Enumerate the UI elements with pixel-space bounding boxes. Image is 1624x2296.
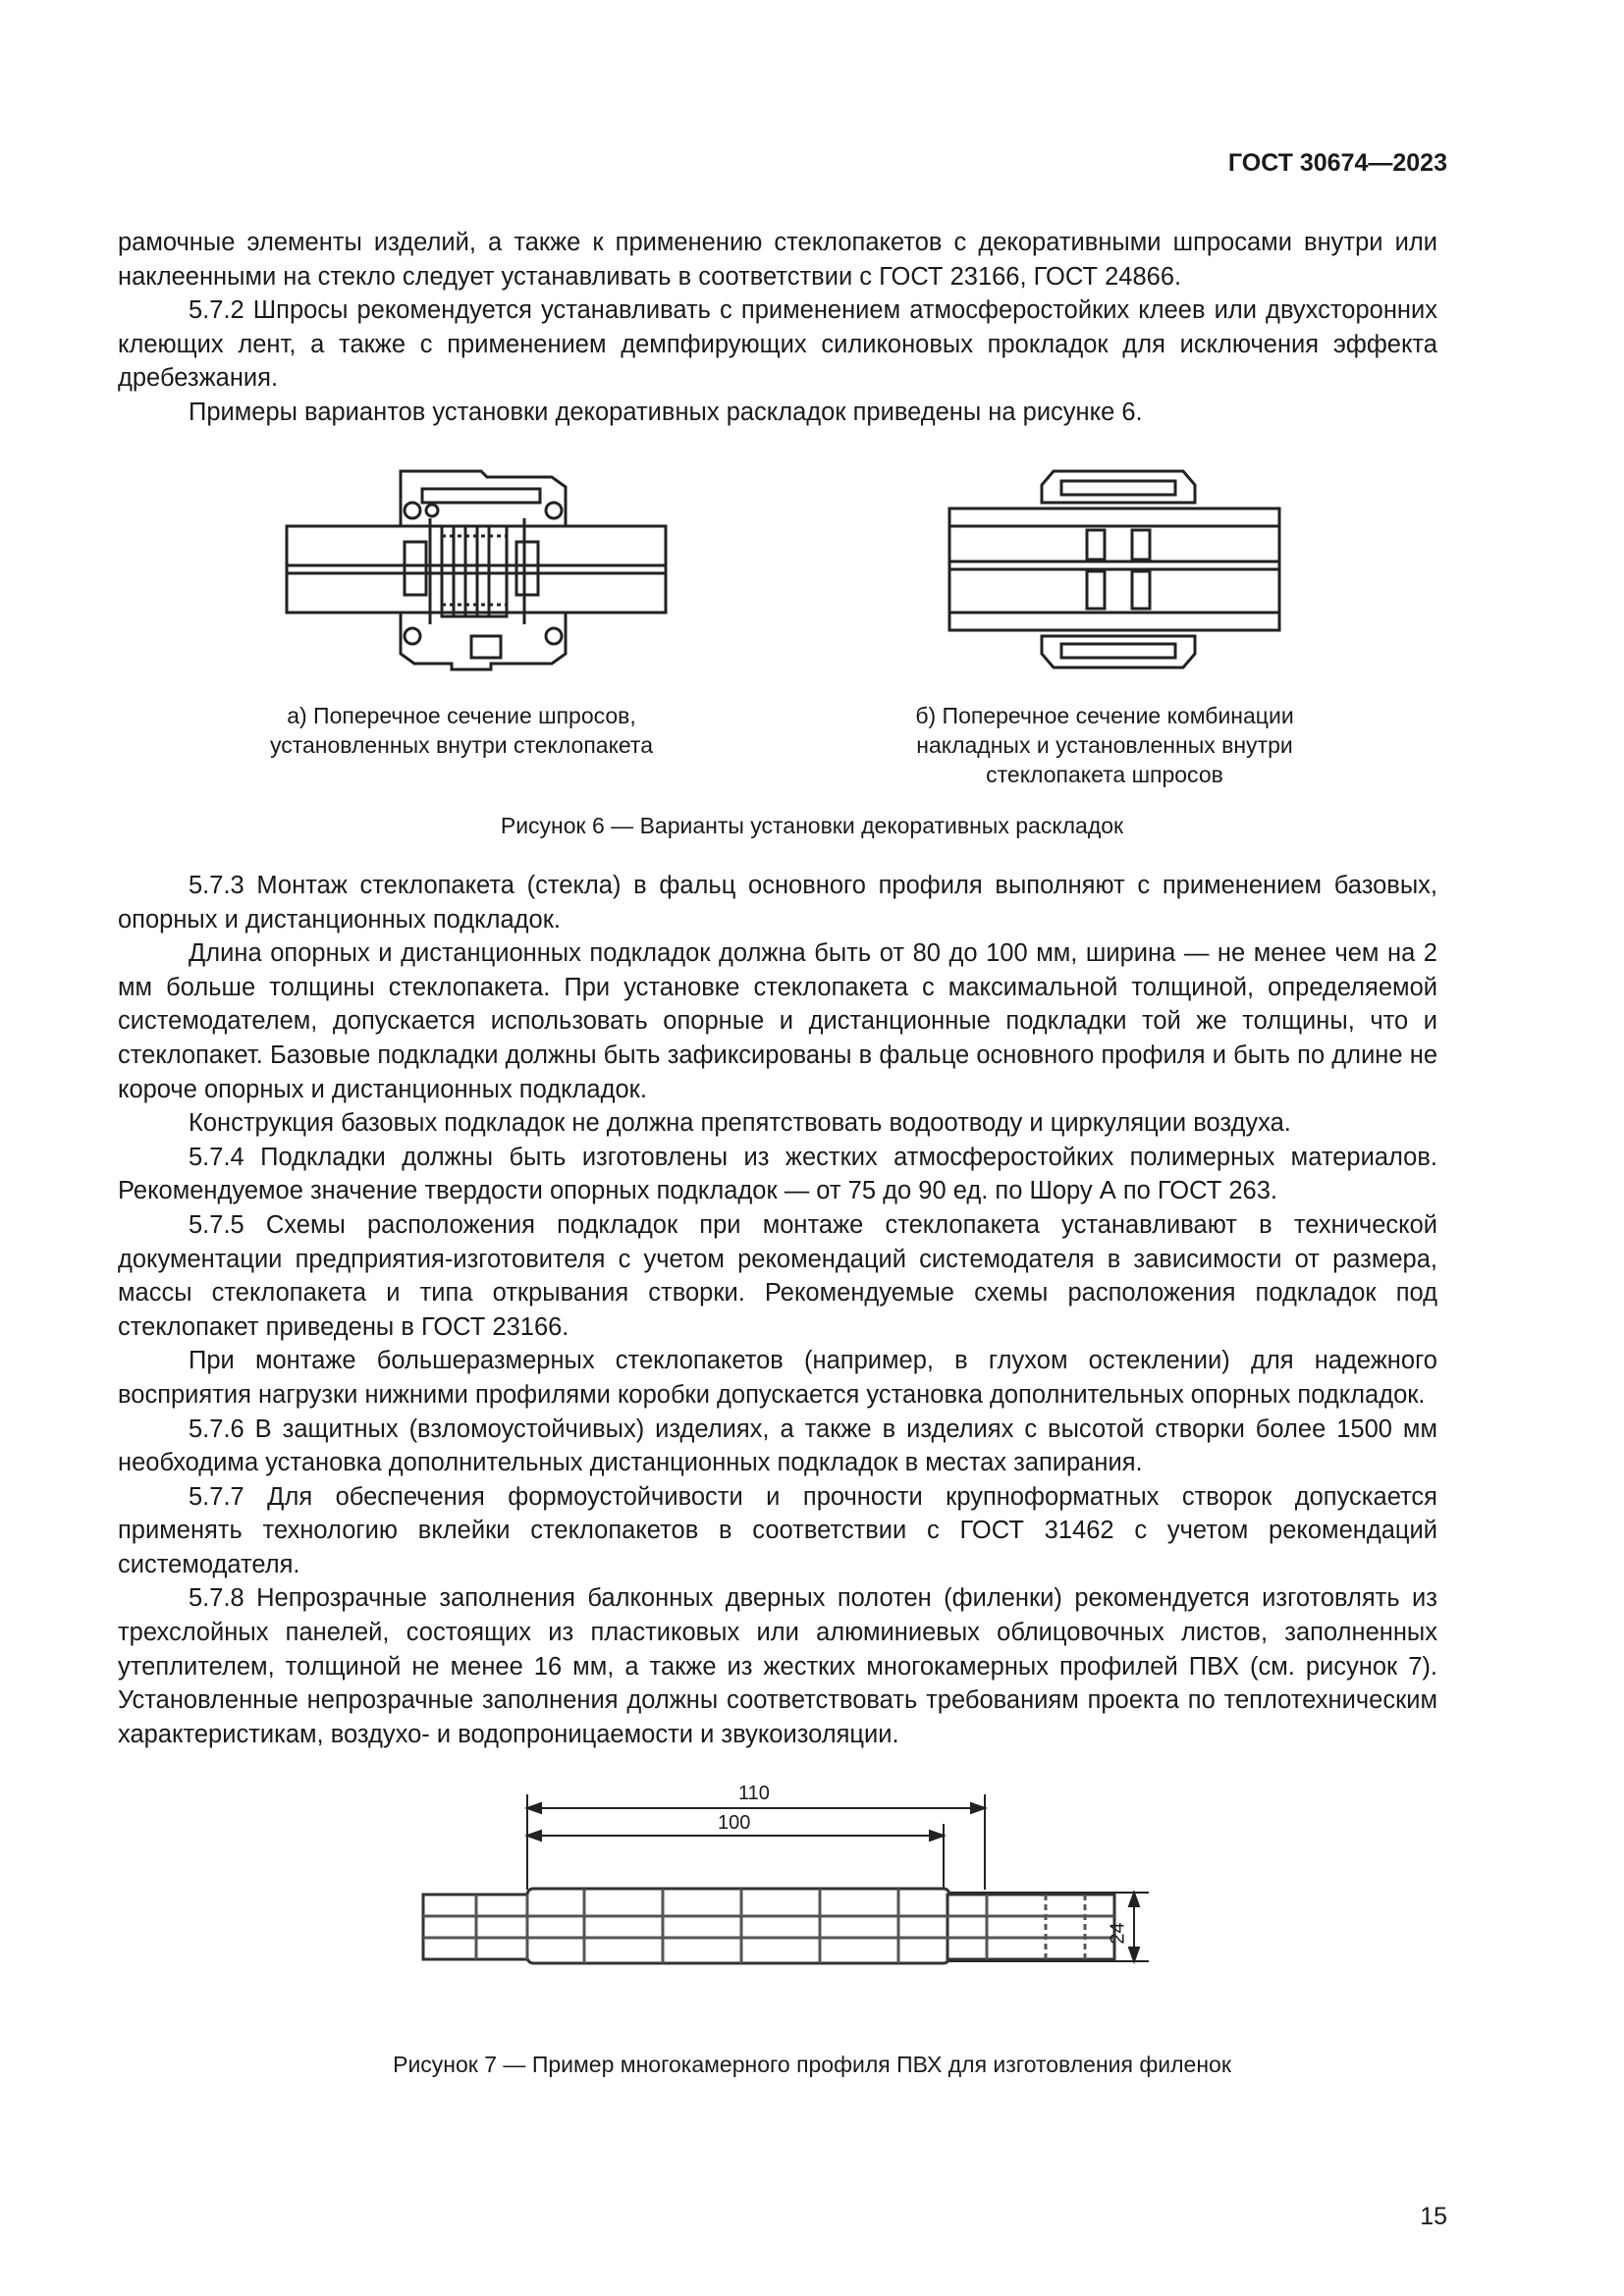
paragraph: 5.7.3 Монтаж стеклопакета (стекла) в фальц основного профиля выполняют с применением базовых, опорных и дистанционных подкладок. xyxy=(118,872,1437,934)
paragraph: 5.7.6 В защитных (взломоустойчивых) изделиях, а также в изделиях с высотой створки более 1500 мм необходима установка дополнительных дистанционных подкладок в местах запирания. xyxy=(118,1415,1437,1477)
dimension-110: 110 xyxy=(738,1783,770,1804)
figure-6b-caption: б) Поперечное сечение комбинации накладных и установленных внутри стеклопакета шпросов xyxy=(915,703,1294,787)
figure-6-title: Рисунок 6 — Варианты установки декоративных раскладок xyxy=(500,813,1124,838)
paragraph: Конструкция базовых подкладок не должна препятствовать водоотводу и циркуляции воздуха. xyxy=(189,1109,1291,1138)
figure-6a-caption: а) Поперечное сечение шпросов, установленных внутри стеклопакета xyxy=(269,703,654,758)
text-block-2 xyxy=(118,869,1437,1751)
paragraph: Длина опорных и дистанционных подкладок должна быть от 80 до 100 мм, ширина — не менее чем на 2 мм больше толщины стеклопакета. При установке стеклопакета с максимальной толщиной, определяемой системодателем, допускается использовать опорные и дистанционные подкладки той же толщины, что и стеклопакет. Базовые подкладки должны быть зафиксированы в фальце основного профиля и быть по длине не короче опорных и дистанционных подкладок. xyxy=(118,939,1437,1103)
paragraph: 5.7.5 Схемы расположения подкладок при монтаже стеклопакета устанавливают в технической документации предприятия-изготовителя с учетом рекомендаций системодателя в зависимости от размера, массы стеклопакета и типа открывания створки. Рекомендуемые схемы расположения подкладок под стеклопакет приведены в ГОСТ 23166. xyxy=(118,1210,1437,1341)
paragraph: 5.7.4 Подкладки должны быть изготовлены из жестких атмосферостойких полимерных материалов. Рекомендуемое значение твердости опорных подкладок — от 75 до 90 ед. по Шору А по ГОСТ 263. xyxy=(118,1143,1437,1205)
document-header: ГОСТ 30674—2023 xyxy=(1227,149,1447,177)
page-number: 15 xyxy=(1420,2203,1447,2230)
dimension-24: 24 xyxy=(1107,1922,1129,1945)
figure-7-drawing xyxy=(417,1787,1164,1968)
text-block-1 xyxy=(118,226,1437,430)
paragraph: рамочные элементы изделий, а также к применению стеклопакетов с декоративными шпросами внутри или наклеенными на стекло следует устанавливать в соответствии с ГОСТ 23166, ГОСТ 24866. xyxy=(118,229,1437,291)
dimension-100: 100 xyxy=(718,1812,751,1834)
paragraph: При монтаже большеразмерных стеклопакетов (например, в глухом остеклении) для надежного восприятия нагрузки нижними профилями коробки допускается установка дополнительных опорных подкладок. xyxy=(118,1347,1437,1409)
paragraph: 5.7.8 Непрозрачные заполнения балконных дверных полотен (филенки) рекомендуется изготовлять из трехслойных панелей, состоящих из пластиковых или алюминиевых облицовочных листов, заполненных утеплителем, толщиной не менее 16 мм, а также из жестких многокамерных профилей ПВХ (см. рисунок 7). Установленные непрозрачные заполнения должны соответствовать требованиям проекта по теплотехническим характеристикам, воздухо- и водопроницаемости и звукоизоляции. xyxy=(118,1584,1437,1748)
paragraph: 5.7.7 Для обеспечения формоустойчивости и прочности крупноформатных створок допускается применять технологию вклейки стеклопакетов в соответствии с ГОСТ 31462 с учетом рекомендаций системодателя. xyxy=(118,1482,1437,1578)
figure-7-title: Рисунок 7 — Пример многокамерного профиля ПВХ для изготовления филенок xyxy=(393,2052,1231,2077)
paragraph: 5.7.2 Шпросы рекомендуется устанавливать с применением атмосферостойких клеев или двухсторонних клеющих лент, а также с применением демпфирующих силиконовых прокладок для исключения эффекта дребезжания. xyxy=(118,296,1437,393)
paragraph: Примеры вариантов установки декоративных раскладок приведены на рисунке 6. xyxy=(189,398,1143,426)
figure-6a-drawing xyxy=(285,467,668,673)
figure-6b-drawing xyxy=(947,467,1281,673)
